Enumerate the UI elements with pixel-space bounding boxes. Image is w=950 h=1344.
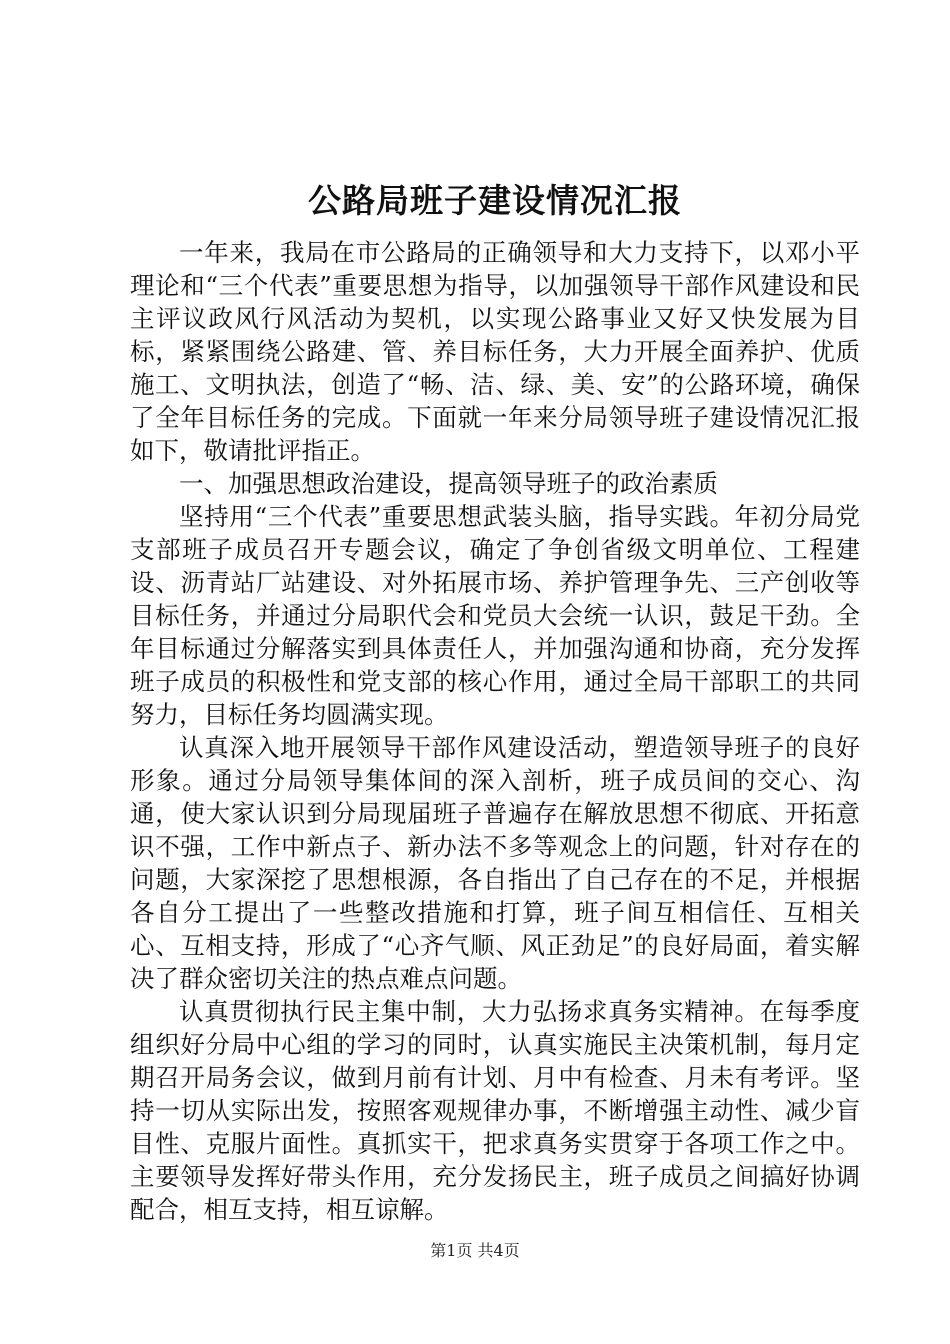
paragraph-intro: 一年来，我局在市公路局的正确领导和大力支持下，以邓小平理论和“三个代表”重要思想为指导，以加强领导干部作风建设和民主评议政风行风活动为契机，以实现公路事业又好又快发展为目标，紧紧围绕公路建、管、养目标任务，大力开展全面养护、优质施工、文明执法，创造了“畅、洁、绿、美、安”的公路环境，确保了全年目标任务的完成。下面就一年来分局领导班子建设情况汇报如下，敬请批评指正。 [130, 238, 860, 465]
page-footer: 第1页 共4页 [430, 1241, 520, 1260]
document-title: 公路局班子建设情况汇报 [308, 181, 682, 220]
paragraph-style-building: 认真深入地开展领导干部作风建设活动，塑造领导班子的良好形象。通过分局领导集体间的深入剖析，班子成员间的交心、沟通，使大家认识到分局现届班子普遍存在解放思想不彻底、开拓意识不强，工作中新点子、新办法不多等观念上的问题，针对存在的问题，大家深挖了思想根源，各自指出了自己存在的不足，并根据各自分工提出了一些整改措施和打算，班子间互相信任、互相关心、互相支持，形成了“心齐气顺、风正劲足”的良好局面，着实解决了群众密切关注的热点难点问题。 [130, 733, 860, 993]
paragraph-theory: 坚持用“三个代表”重要思想武装头脑，指导实践。年初分局党支部班子成员召开专题会议，确定了争创省级文明单位、工程建设、沥青站厂站建设、对外拓展市场、养护管理争先、三产创收等目标任务，并通过分局职代会和党员大会统一认识，鼓足干劲。全年目标通过分解落实到具体责任人，并加强沟通和协商，充分发挥班子成员的积极性和党支部的核心作用，通过全局干部职工的共同努力，目标任务均圆满实现。 [130, 502, 860, 729]
document-page [130, 178, 860, 1226]
section-heading-1: 一、加强思想政治建设，提高领导班子的政治素质 [179, 469, 718, 498]
paragraph-democratic-centralism: 认真贯彻执行民主集中制，大力弘扬求真务实精神。在每季度组织好分局中心组的学习的同时，认真实施民主决策机制，每月定期召开局务会议，做到月前有计划、月中有检查、月未有考评。坚持一切从实际出发，按照客观规律办事，不断增强主动性、减少盲目性、克服片面性。真抓实干，把求真务实贯穿于各项工作之中。主要领导发挥好带头作用，充分发扬民主，班子成员之间搞好协调配合，相互支持，相互谅解。 [130, 997, 860, 1224]
